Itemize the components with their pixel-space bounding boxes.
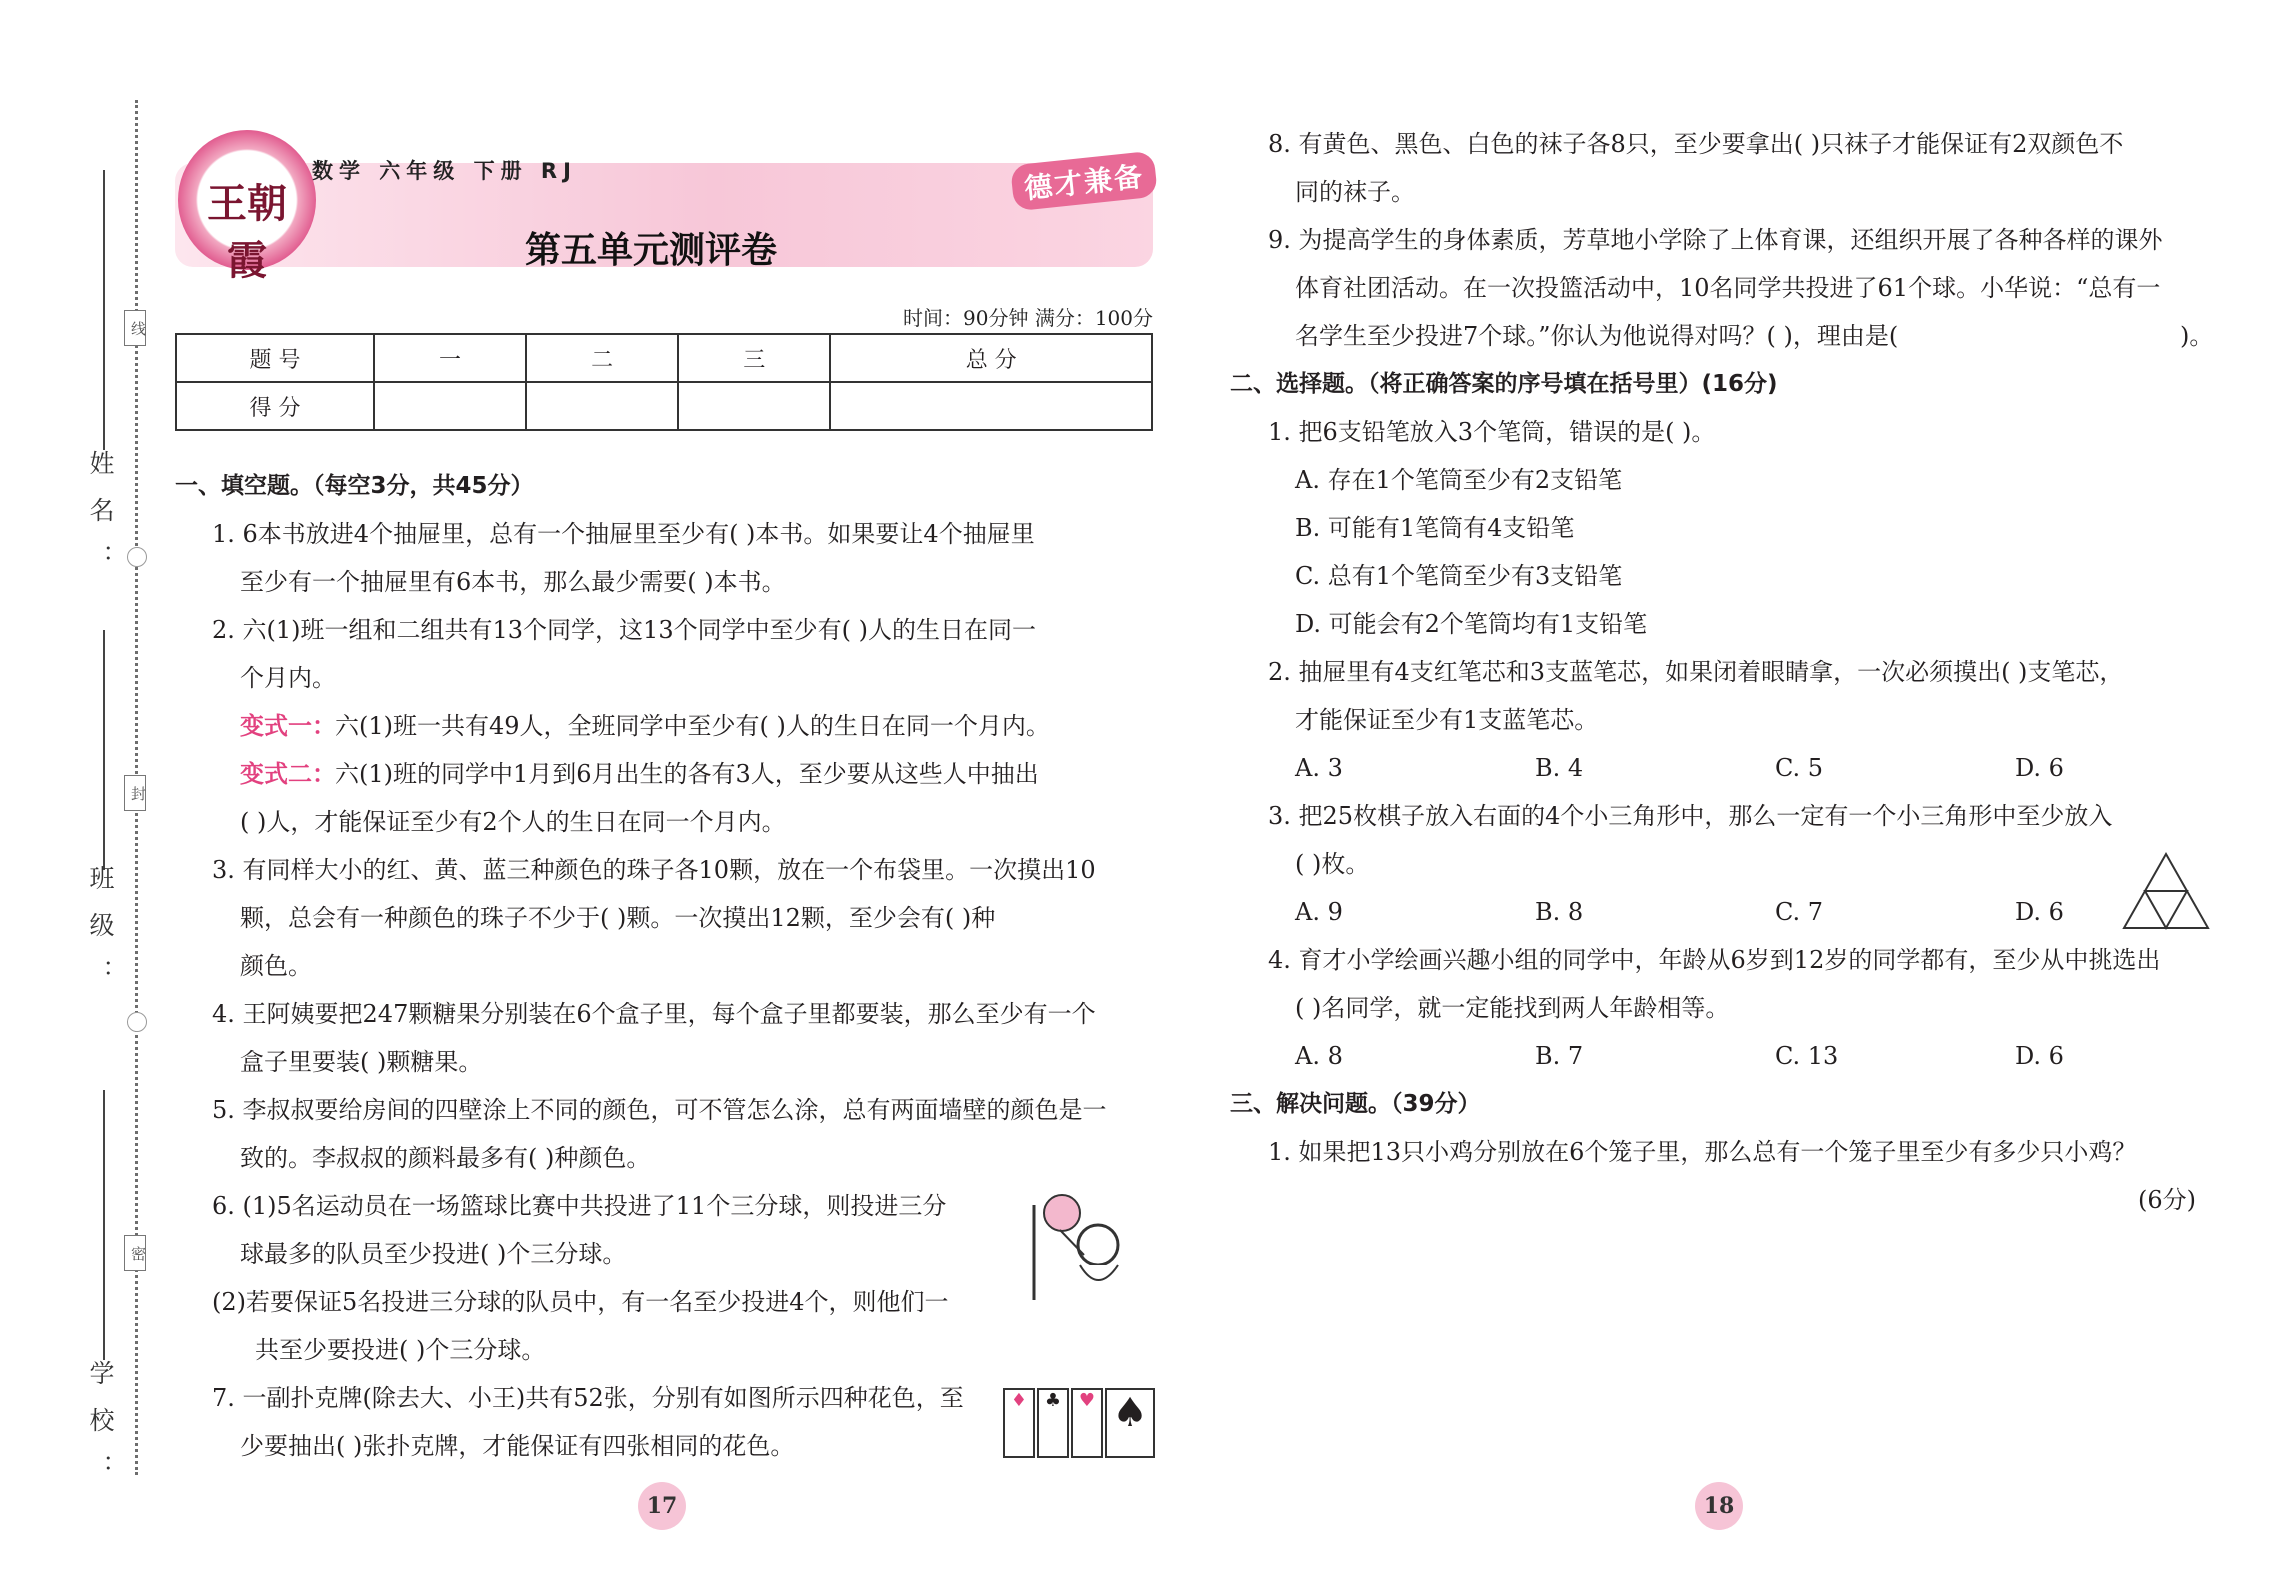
- question-line: 少要抽出( )张扑克牌，才能保证有四张相同的花色。: [240, 1432, 795, 1460]
- question-line: 共至少要投进( )个三分球。: [255, 1336, 546, 1364]
- question-line-end: )。: [2180, 322, 2214, 350]
- option-c: C. 5: [1775, 754, 1824, 782]
- option-b: B. 7: [1535, 1042, 1584, 1070]
- score-header-cell: 一: [374, 334, 526, 382]
- question-line: 六(1)班的同学中1月到6月出生的各有3人，至少要从这些人中抽出: [335, 760, 1039, 788]
- class-underline: [103, 630, 105, 870]
- class-label: 班级：: [86, 865, 115, 1006]
- question-line: ( )名同学，就一定能找到两人年龄相等。: [1295, 994, 1730, 1022]
- close-mark: 密: [124, 1235, 146, 1271]
- score-cell[interactable]: [678, 382, 830, 430]
- name-label: 姓名：: [86, 450, 115, 591]
- question-line: 致的。李叔叔的颜料最多有( )种颜色。: [240, 1144, 651, 1172]
- score-header-cell: 三: [678, 334, 830, 382]
- question-line: ( )枚。: [1295, 850, 1370, 878]
- card-diamond-icon: ♦: [1003, 1388, 1035, 1458]
- question-line: 8. 有黄色、黑色、白色的袜子各8只，至少要拿出( )只袜子才能保证有2双颜色不: [1268, 130, 2124, 158]
- question-line: 2. 抽屉里有4支红笔芯和3支蓝笔芯，如果闭着眼睛拿，一次必须摸出( )支笔芯，: [1268, 658, 2124, 686]
- triangle-diagram: [2120, 850, 2212, 932]
- option-line: A. 存在1个笔筒至少有2支铅笔: [1295, 466, 1623, 494]
- score-table-header-row: [176, 334, 1152, 382]
- score-header-cell: 总 分: [830, 334, 1152, 382]
- option-d: D. 6: [2015, 1042, 2064, 1070]
- subject-line: 数学 六年级 下册 RJ: [312, 159, 577, 183]
- points-label: (6分): [2138, 1186, 2196, 1214]
- section-3-heading: 三、解决问题。（39分）: [1230, 1091, 1481, 1117]
- section-2-heading: 二、选择题。（将正确答案的序号填在括号里）(16分): [1230, 371, 1778, 397]
- question-line: 5. 李叔叔要给房间的四壁涂上不同的颜色，可不管怎么涂，总有两面墙壁的颜色是一: [212, 1096, 1107, 1124]
- score-row-label: 得 分: [176, 382, 374, 430]
- question-line: 3. 把25枚棋子放入右面的4个小三角形中，那么一定有一个小三角形中至少放入: [1268, 802, 2113, 830]
- score-table: [175, 333, 1153, 431]
- question-line: 球最多的队员至少投进( )个三分球。: [240, 1240, 627, 1268]
- card-club-icon: ♣: [1037, 1388, 1069, 1458]
- question-line: 盒子里要装( )颗糖果。: [240, 1048, 483, 1076]
- score-table-score-row: [176, 382, 1152, 430]
- brand-logo-text: 王朝霞: [207, 180, 287, 284]
- question-line: 6. (1)5名运动员在一场篮球比赛中共投进了11个三分球，则投进三分: [212, 1192, 947, 1220]
- option-a: A. 8: [1295, 1042, 1343, 1070]
- school-label: 学校：: [86, 1360, 115, 1501]
- card-heart-icon: ♥: [1071, 1388, 1103, 1458]
- score-header-cell: 题 号: [176, 334, 374, 382]
- score-cell[interactable]: [374, 382, 526, 430]
- page-number-right: 18: [1695, 1482, 1743, 1530]
- time-info: 时间：90分钟 满分：100分: [903, 306, 1153, 330]
- brand-tag: 德才兼备: [1010, 151, 1158, 212]
- option-a: A. 9: [1295, 898, 1343, 926]
- question-line: 9. 为提高学生的身体素质，芳草地小学除了上体育课，还组织开展了各种各样的课外: [1268, 226, 2163, 254]
- score-header-cell: 二: [526, 334, 678, 382]
- question-line: 3. 有同样大小的红、黄、蓝三种颜色的珠子各10颗，放在一个布袋里。一次摸出10: [212, 856, 1096, 884]
- binding-hole-icon: [127, 1012, 147, 1032]
- option-line: D. 可能会有2个笔筒均有1支铅笔: [1295, 610, 1648, 638]
- card-spade-icon: ♠: [1105, 1388, 1155, 1458]
- question-line: 7. 一副扑克牌(除去大、小王)共有52张，分别有如图所示四种花色，至: [212, 1384, 964, 1412]
- question-line: ( )人，才能保证至少有2个人的生日在同一个月内。: [240, 808, 786, 836]
- question-line: 体育社团活动。在一次投篮活动中，10名同学共投进了61个球。小华说：“总有一: [1295, 274, 2161, 302]
- question-line: 1. 6本书放进4个抽屉里，总有一个抽屉里至少有( )本书。如果要让4个抽屉里: [212, 520, 1035, 548]
- question-line: 名学生至少投进7个球。”你认为他说得对吗？( )，理由是(: [1295, 322, 1899, 350]
- option-line: B. 可能有1笔筒有4支铅笔: [1295, 514, 1575, 542]
- option-d: D. 6: [2015, 898, 2064, 926]
- question-line: 4. 育才小学绘画兴趣小组的同学中，年龄从6岁到12岁的同学都有，至少从中挑选出: [1268, 946, 2161, 974]
- score-cell[interactable]: [830, 382, 1152, 430]
- question-line: 2. 六(1)班一组和二组共有13个同学，这13个同学中至少有( )人的生日在同一: [212, 616, 1036, 644]
- option-c: C. 13: [1775, 1042, 1839, 1070]
- seal-mark: 封: [124, 775, 146, 811]
- page-number-left: 17: [638, 1482, 686, 1530]
- option-line: C. 总有1个笔筒至少有3支铅笔: [1295, 562, 1623, 590]
- question-line: 1. 如果把13只小鸡分别放在6个笼子里，那么总有一个笼子里至少有多少只小鸡？: [1268, 1138, 2137, 1166]
- school-underline: [103, 1090, 105, 1360]
- question-line: 1. 把6支铅笔放入3个笔筒，错误的是( )。: [1268, 418, 1716, 446]
- question-line: 4. 王阿姨要把247颗糖果分别装在6个盒子里，每个盒子里都要装，那么至少有一个: [212, 1000, 1096, 1028]
- question-line: 颜色。: [240, 952, 312, 980]
- playing-cards-illustration: [1003, 1388, 1155, 1458]
- option-d: D. 6: [2015, 754, 2064, 782]
- question-line: 同的袜子。: [1295, 178, 1415, 206]
- binding-hole-icon: [127, 547, 147, 567]
- basketball-player-illustration: [1010, 1185, 1130, 1305]
- section-1-heading: 一、填空题。（每空3分，共45分）: [175, 473, 534, 499]
- option-b: B. 8: [1535, 898, 1584, 926]
- question-line: 个月内。: [240, 664, 336, 692]
- variant-2-label: 变式二：: [240, 759, 336, 788]
- option-a: A. 3: [1295, 754, 1343, 782]
- score-cell[interactable]: [526, 382, 678, 430]
- variant-1-label: 变式一：: [240, 711, 336, 740]
- question-line: 颗，总会有一种颜色的珠子不少于( )颗。一次摸出12颗，至少会有( )种: [240, 904, 996, 932]
- option-b: B. 4: [1535, 754, 1584, 782]
- question-line: 六(1)班一共有49人，全班同学中至少有( )人的生日在同一个月内。: [335, 712, 1050, 740]
- question-line: 至少有一个抽屉里有6本书，那么最少需要( )本书。: [240, 568, 786, 596]
- name-underline: [103, 170, 105, 450]
- line-mark: 线: [124, 310, 146, 346]
- option-c: C. 7: [1775, 898, 1824, 926]
- question-line: 才能保证至少有1支蓝笔芯。: [1295, 706, 1599, 734]
- question-line: (2)若要保证5名投进三分球的队员中，有一名至少投进4个，则他们一: [212, 1288, 949, 1316]
- page-title: 第五单元测评卷: [525, 230, 778, 271]
